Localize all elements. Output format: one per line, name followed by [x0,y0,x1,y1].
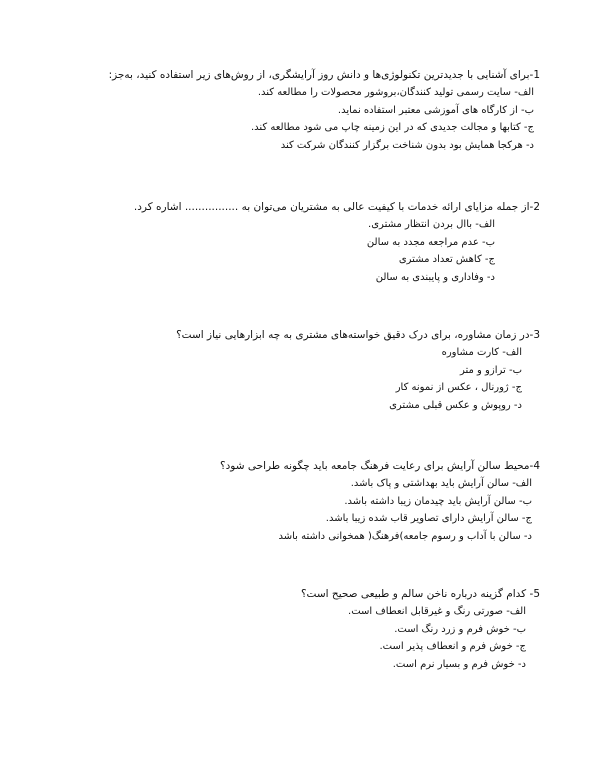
question-1-option-b: ب- از کارگاه های آموزشی معتبر استفاده نماید. [337,104,534,116]
question-4-option-a: الف- سالن آرایش باید بهداشتی و پاک باشد. [350,478,532,489]
question-3-option-c: ج- ژورنال ، عکس از نمونه کار [395,382,522,393]
question-2-option-a: الف- باال بردن انتظار مشتری. [368,219,495,230]
question-2-stem: 2-از جمله مزایای ارائه خدمات با کیفیت عالی به مشتریان می‌توان به ................ اشاره کرد. [133,201,540,213]
question-3-option-d: د- روپوش و عکس قبلی مشتری [389,399,522,411]
question-3-option-b: ب- ترازو و متر [459,364,522,376]
question-5-option-a: الف- صورتی رنگ و غیرقابل انعطاف است. [348,606,526,617]
question-2 [134,199,540,286]
question-3 [176,327,540,414]
question-4-option-d: د- سالن با آداب و رسوم جامعه)فرهنگ( همخوانی داشته باشد [278,530,532,542]
question-5-option-b: ب- خوش فرم و زرد رنگ است. [394,623,526,635]
question-2-option-d: د- وفاداری و پایبندی به سالن [375,271,495,283]
question-5 [301,586,540,673]
question-5-option-c: ج- خوش فرم و انعطاف پذیر است. [379,641,526,652]
question-1-option-c: ج- کتابها و مجالت جدیدی که در این زمینه چاپ می شود مطالعه کند. [250,122,534,133]
question-1-option-d: د- هرکجا همایش بود بدون شناخت برگزار کنندگان شرکت کند [280,139,534,151]
question-5-option-d: د- خوش فرم و بسیار نرم است. [392,658,526,670]
question-2-option-c: ج- کاهش تعداد مشتری [398,254,495,265]
question-5-stem: 5- کدام گزینه درباره ناخن سالم و طبیعی صحیح است؟ [300,588,540,600]
question-3-option-a: الف- کارت مشاوره [441,347,522,358]
question-3-stem: 3-در زمان مشاوره، برای درک دقیق خواسته‌های مشتری به چه ابزارهایی نیاز است؟ [176,329,540,341]
question-4 [220,458,540,545]
question-4-option-b: ب- سالن آرایش باید چیدمان زیبا داشته باشد. [344,495,532,507]
question-1-option-a: الف- سایت رسمی تولید کنندگان،بروشور محصولات را مطالعه کند. [257,87,534,98]
question-4-option-c: ج- سالن آرایش دارای تصاویر قاب شده زیبا باشد. [325,513,532,524]
question-1-stem: 1-برای آشنایی با جدیدترین تکنولوژی‌ها و دانش روز آرایشگری، از روش‌های زیر استفاده کنید، به‌جز: [108,69,540,81]
question-4-stem: 4-محیط سالن آرایش برای رعایت فرهنگ جامعه باید چگونه طراحی شود؟ [220,460,540,472]
question-1 [109,67,540,154]
question-2-option-b: ب- عدم مراجعه مجدد به سالن [366,236,495,248]
